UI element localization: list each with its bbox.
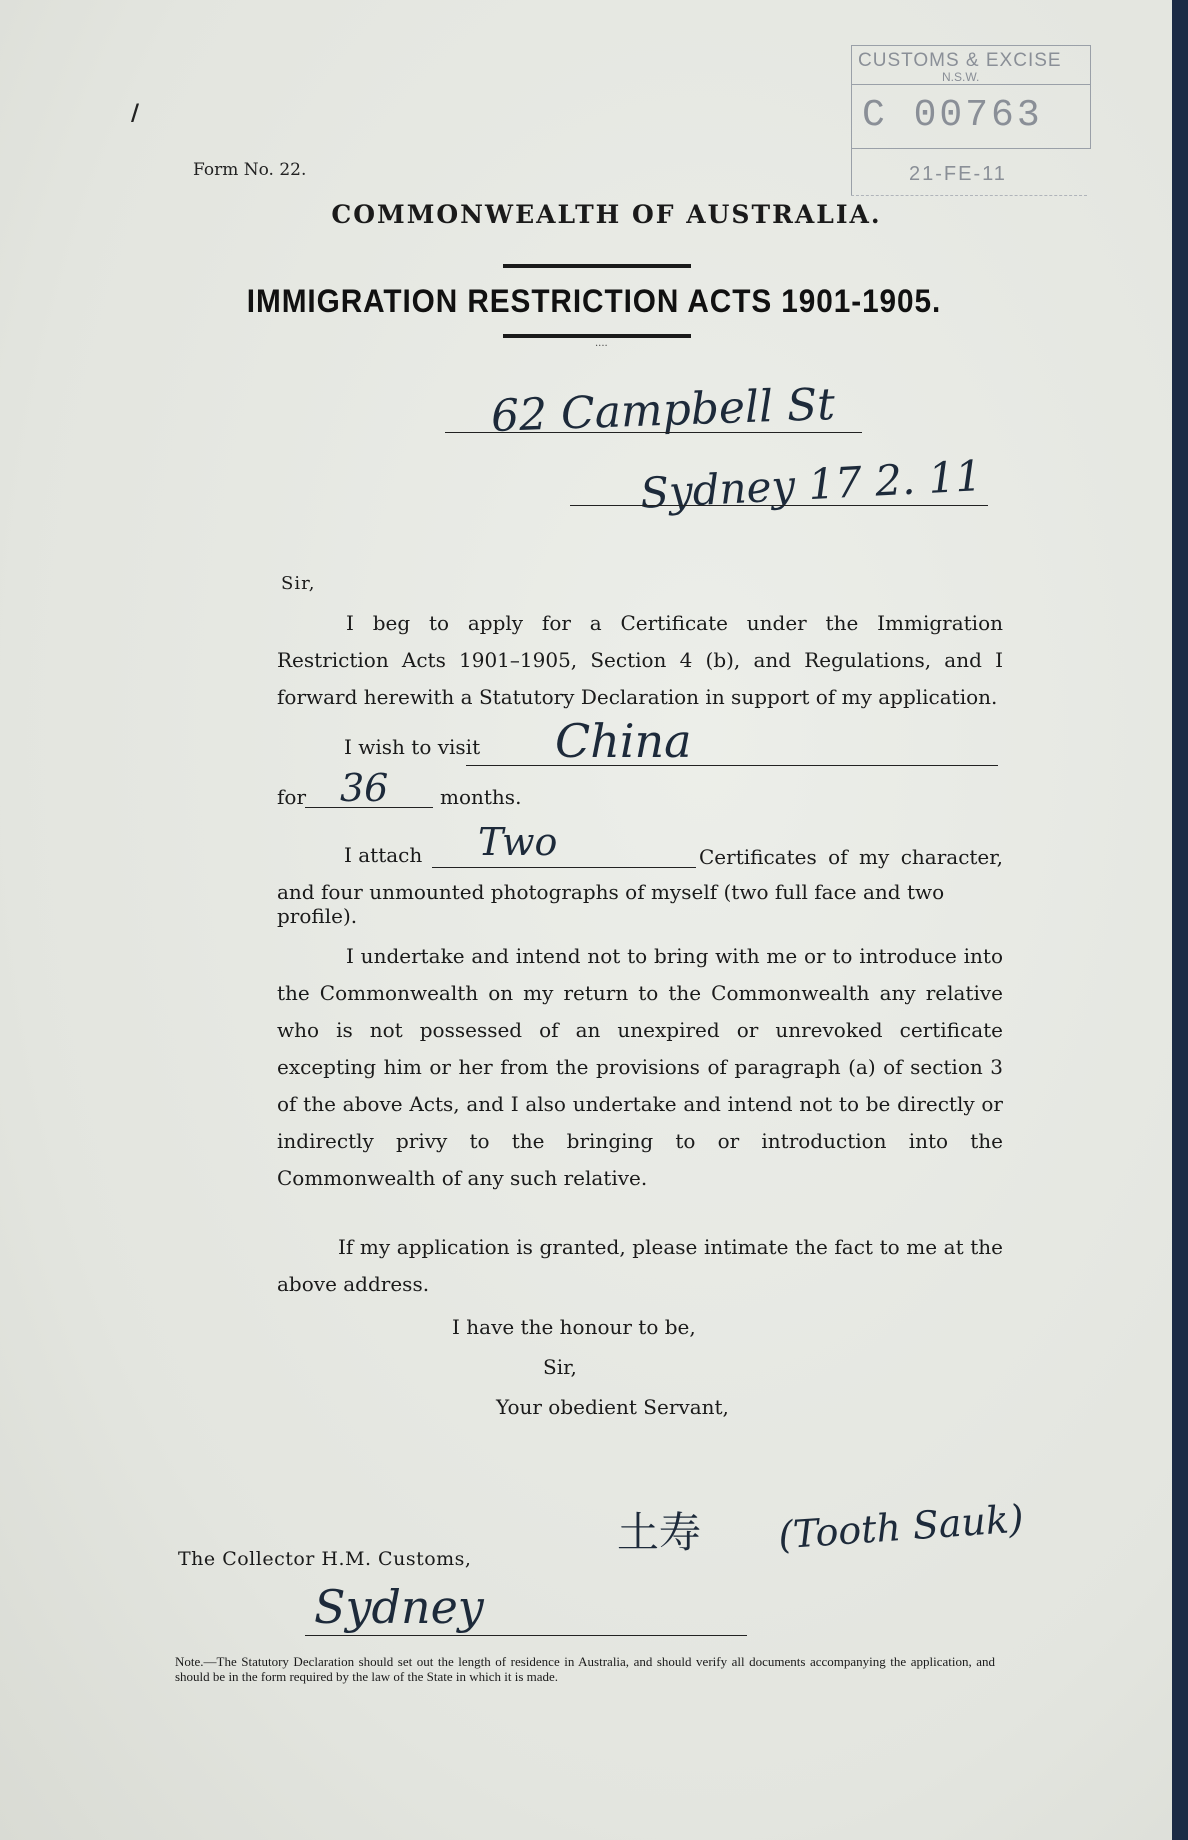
application-paragraph: I beg to apply for a Certificate under the Immigration Restriction Acts 1901–1905, Section 4 (b), and Regulations, and I forward herewith a Statutory Declaration in support of my application. [277,611,1003,709]
stamp-date: 21-FE-11 [909,163,1007,185]
signature-name: (Tooth Sauk) [776,1496,1026,1558]
months-label: months. [440,785,522,809]
stamp-number: C 00763 [862,94,1043,137]
stamp-bottom-line [851,195,1087,196]
address-street: 62 Campbell St [490,379,836,442]
stamp-state: N.S.W. [942,70,980,84]
intimation-paragraph: If my application is granted, please intimate the fact to me at the above address. [277,1235,1003,1296]
pencil-mark: / [131,100,140,126]
stamp-office: CUSTOMS & EXCISE [858,50,1062,71]
closing-servant: Your obedient Servant, [496,1395,729,1419]
stamp-divider [852,84,1090,85]
visit-label: I wish to visit [344,735,481,759]
months-value: 36 [340,766,389,810]
collector-address: The Collector H.M. Customs, [178,1548,472,1570]
footnote: Note.—The Statutory Declaration should set out the length of residence in Australia, and should verify all documents accompanying the application, and should be in the form required by the law of the State in which it is made. [175,1654,995,1684]
page-edge [1172,0,1188,1840]
title-rule-top [503,264,691,268]
stamp-box [851,45,1091,149]
collector-line [305,1635,747,1636]
collector-place: Sydney [314,1580,484,1634]
closing-honour: I have the honour to be, [452,1315,696,1339]
signature-chinese: 土寿 [617,1508,702,1557]
form-number: Form No. 22. [193,160,307,180]
heading-acts: IMMIGRATION RESTRICTION ACTS 1901-1905. [246,283,942,319]
certificates-label: Certificates of my character, [699,845,1003,869]
heading-commonwealth: COMMONWEALTH OF AUSTRALIA. [331,200,882,229]
visit-destination: China [555,714,692,768]
customs-stamp [851,45,1091,200]
address-line-2 [570,505,988,506]
attach-field-line [432,867,696,868]
salutation: Sir, [281,573,316,594]
visit-field-line [466,765,998,766]
attach-label: I attach [344,843,423,867]
undertaking-paragraph: I undertake and intend not to bring with me or to introduce into the Commonwealth on my return to the Commonwealth any relative who is not possessed of an unexpired or unrevoked certificate excepting him or her from the provisions of paragraph (a) of section 3 of the above Acts, and I also undertake and intend not to be directly or indirectly privy to the bringing to or introduction into the Commonwealth of any such relative. [277,944,1003,1190]
photographs-text: and four unmounted photographs of myself (two full face and two profile). [277,880,945,928]
address-city-date: Sydney 17 2. 11 [638,451,984,518]
for-label: for [277,785,307,809]
closing-sir: Sir, [543,1355,577,1379]
stamp-border [851,145,852,195]
address-line-1 [445,432,862,433]
attach-count: Two [478,820,558,864]
title-dots: .... [595,338,608,349]
